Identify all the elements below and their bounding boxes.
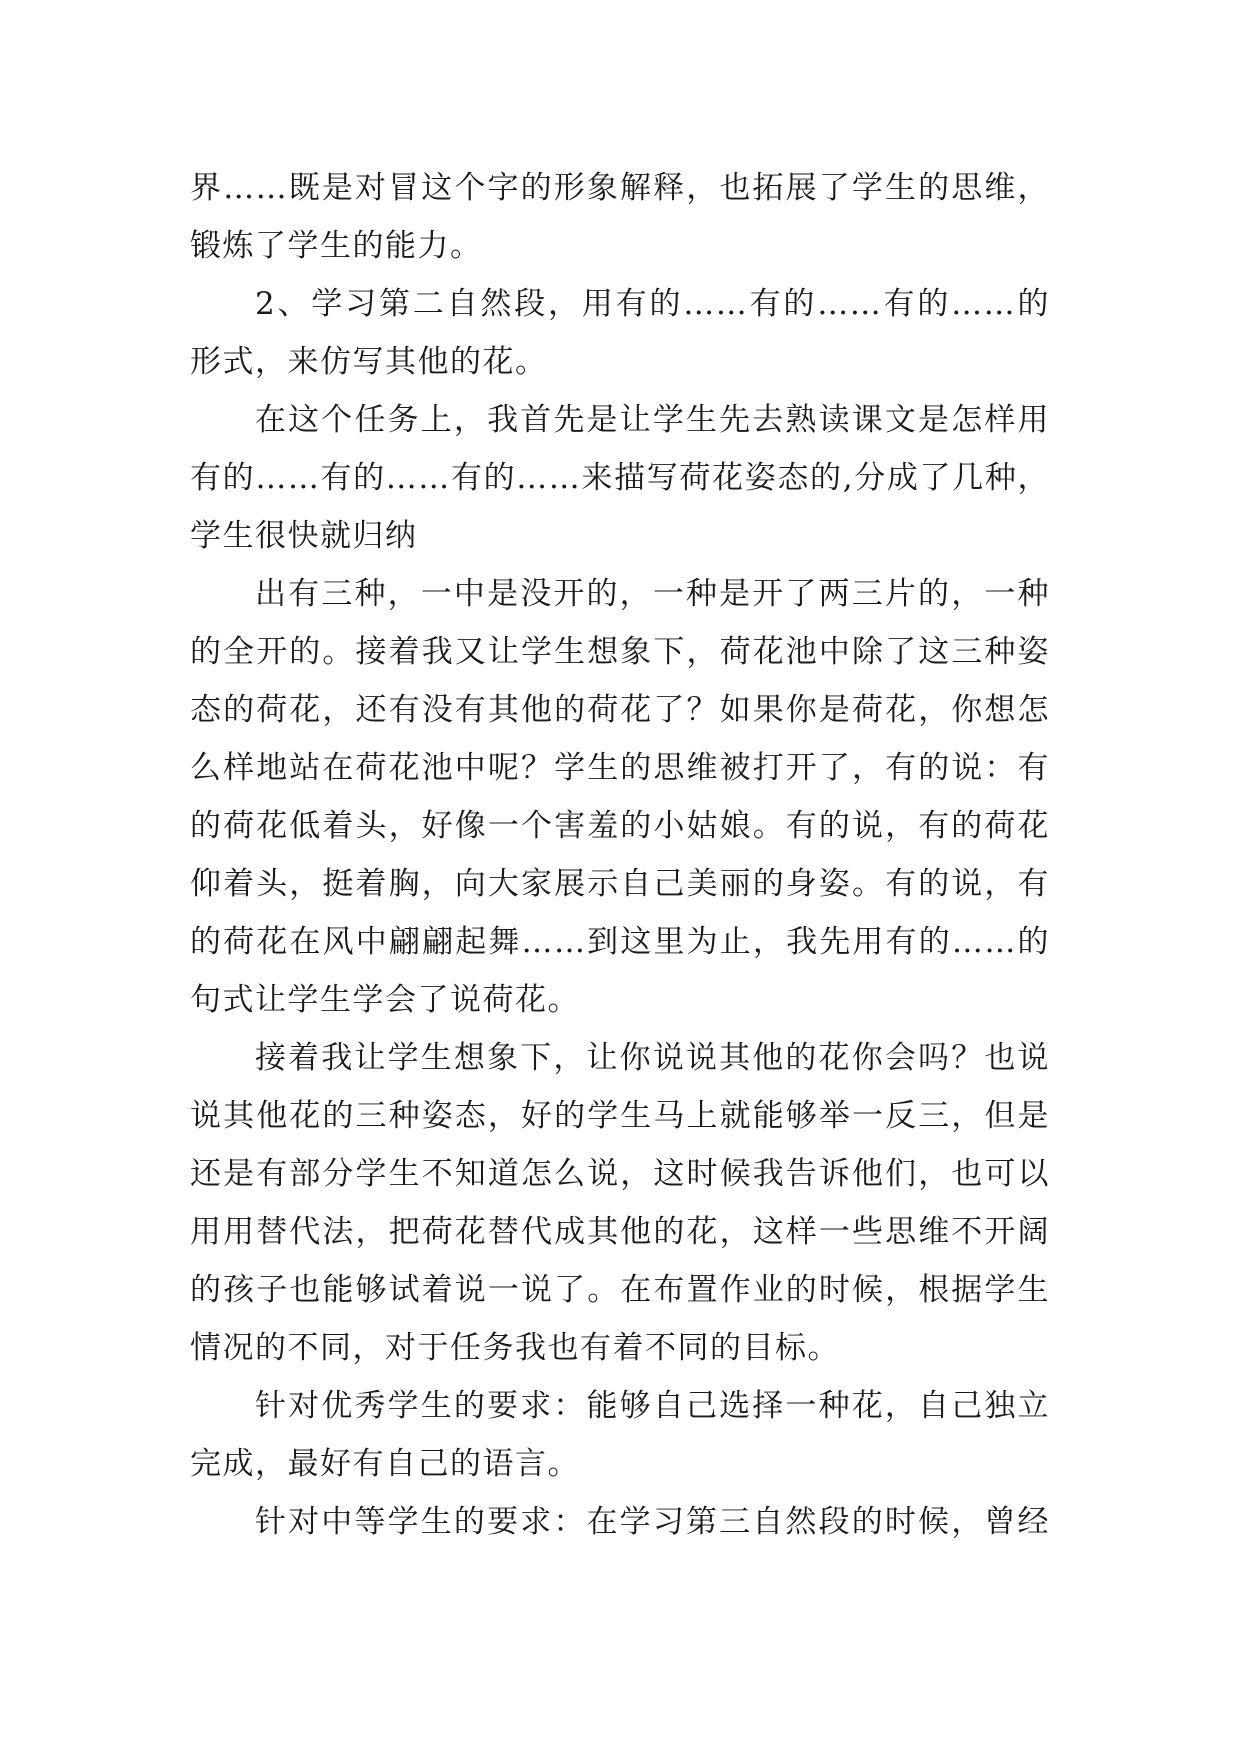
text-line: 的全开的。接着我又让学生想象下，荷花池中除了这三种姿 [190,634,1050,670]
text-line: 么样地站在荷花池中呢？学生的思维被打开了，有的说：有 [190,750,1050,786]
text-line: 出有三种，一中是没开的，一种是开了两三片的，一种 [255,576,1050,612]
text-line: 情况的不同，对于任务我也有着不同的目标。 [190,1330,840,1366]
text-line: 有的……有的……有的……来描写荷花姿态的,分成了几种， [190,460,1050,496]
text-line: 态的荷花，还有没有其他的荷花了？如果你是荷花，你想怎 [190,692,1050,728]
text-line: 说其他花的三种姿态，好的学生马上就能够举一反三，但是 [190,1098,1050,1134]
text-line: 学生很快就归纳 [190,518,418,554]
text-line: 锻炼了学生的能力。 [190,228,483,264]
text-line: 2、学习第二自然段，用有的……有的……有的……的 [255,286,1050,322]
text-line: 用用替代法，把荷花替代成其他的花，这样一些思维不开阔 [190,1214,1050,1250]
text-line: 完成，最好有自己的语言。 [190,1446,580,1482]
text-line: 的荷花低着头，好像一个害羞的小姑娘。有的说，有的荷花 [190,808,1050,844]
text-line: 的荷花在风中翩翩起舞……到这里为止，我先用有的……的 [190,924,1050,960]
text-line: 还是有部分学生不知道怎么说，这时候我告诉他们，也可以 [190,1156,1050,1192]
text-line: 接着我让学生想象下，让你说说其他的花你会吗？也说 [255,1040,1050,1076]
text-line: 的孩子也能够试着说一说了。在布置作业的时候，根据学生 [190,1272,1050,1308]
text-line: 仰着头，挺着胸，向大家展示自己美丽的身姿。有的说，有 [190,866,1050,902]
text-line: 在这个任务上，我首先是让学生先去熟读课文是怎样用 [255,402,1050,438]
text-line: 句式让学生学会了说荷花。 [190,982,580,1018]
text-line: 界……既是对冒这个字的形象解释，也拓展了学生的思维， [190,170,1050,206]
text-line: 针对中等学生的要求：在学习第三自然段的时候，曾经 [255,1504,1050,1540]
text-line: 形式，来仿写其他的花。 [190,344,548,380]
text-line: 针对优秀学生的要求：能够自己选择一种花，自己独立 [255,1388,1050,1424]
